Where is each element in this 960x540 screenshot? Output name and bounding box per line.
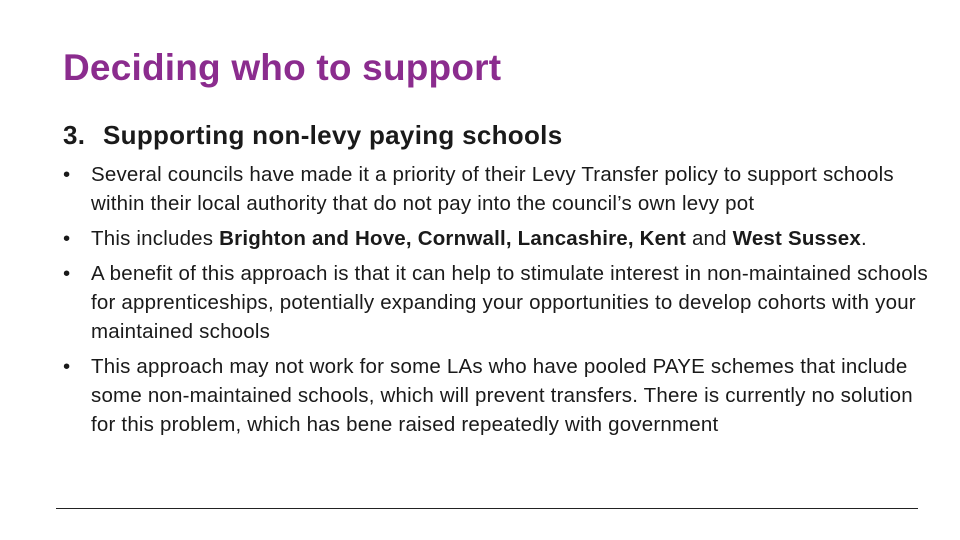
bullet-marker: • [63,355,71,378]
bullet-item [63,224,943,253]
bullet-text: This approach may not work for some LAs who have pooled PAYE schemes that include some non-maintained schools, which will prevent transfers. There is currently no solution for this problem, which has bene raised repeatedly with government [91,355,913,436]
bullet-text-prefix: This includes [91,227,220,250]
bullet-item [63,352,943,439]
footer-divider [56,508,918,509]
slide-title: Deciding who to support [63,47,502,88]
bullet-text-suffix: . [860,227,867,250]
bullet-marker: • [63,227,71,250]
bullet-text: A benefit of this approach is that it can help to stimulate interest in non-maintained schools for apprenticeships, potentially expanding your opportunities to develop cohorts with your maintained schools [91,262,928,343]
section-heading [63,118,562,152]
bullet-item [63,160,943,218]
bullet-text-conjunction: and [686,227,733,250]
bullet-text: Several councils have made it a priority of their Levy Transfer policy to support schools within their local authority that do not pay into the council’s own levy pot [91,163,894,215]
bullet-marker: • [63,262,71,285]
bullet-list [63,160,943,445]
bullet-council-name-last: West Sussex [732,227,861,250]
section-heading-text: Supporting non-levy paying schools [103,120,563,150]
bullet-item [63,259,943,346]
section-number: 3. [63,120,86,150]
bullet-marker: • [63,163,71,186]
bullet-council-names: Brighton and Hove, Cornwall, Lancashire, Kent [219,227,687,250]
